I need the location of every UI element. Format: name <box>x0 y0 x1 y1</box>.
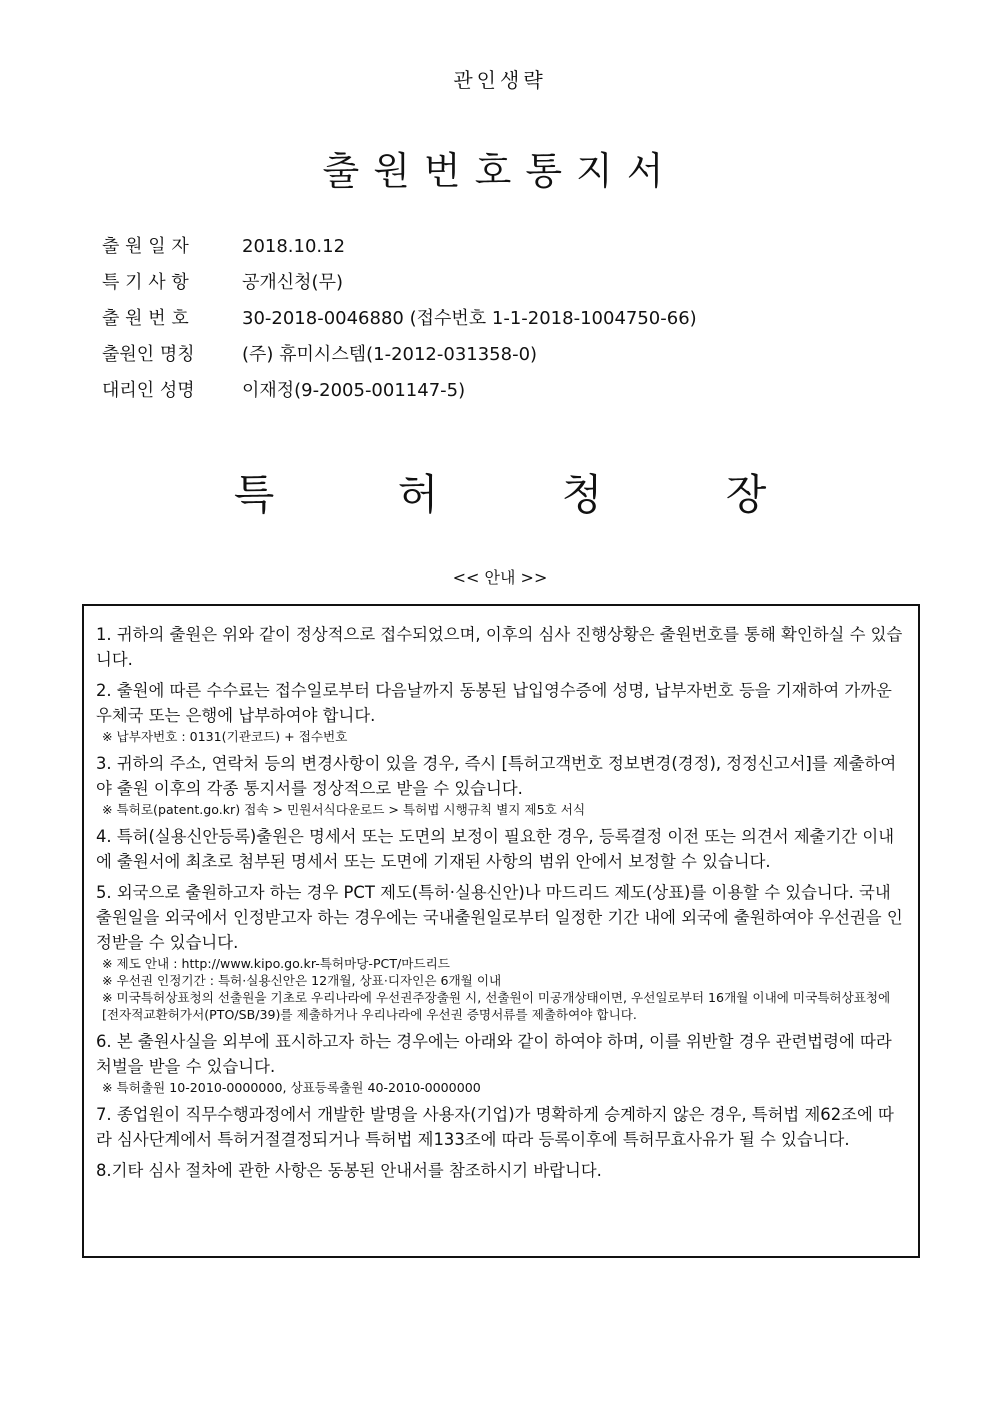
guide-item-text: 1. 귀하의 출원은 위와 같이 정상적으로 접수되었으며, 이후의 심사 진행상황은 출원번호를 통해 확인하실 수 있습니다. <box>96 625 903 669</box>
field-application-number <box>102 304 697 340</box>
field-value: 30-2018-0046880 (접수번호 1-1-2018-1004750-66) <box>242 308 697 329</box>
guide-item-text: 2. 출원에 따른 수수료는 접수일로부터 다음날까지 동봉된 납입영수증에 성명, 납부자번호 등을 기재하여 가까운 우체국 또는 은행에 납부하여야 합니다. <box>96 681 892 725</box>
field-label: 출원인 명칭 <box>102 344 195 365</box>
field-label: 특 기 사 항 <box>102 272 189 293</box>
guide-item-text: 4. 특허(실용신안등록)출원은 명세서 또는 도면의 보정이 필요한 경우, 등록결정 이전 또는 의견서 제출기간 이내에 출원서에 최초로 첨부된 명세서 또는 도면에 기재된 사항의 범위 안에서 보정할 수 있습니다. <box>96 827 895 871</box>
guide-note: ※ 납부자번호 : 0131(기관코드) + 접수번호 <box>102 729 348 744</box>
guide-note: ※ 특허로(patent.go.kr) 접속 > 민원서식다운로드 > 특허법 시행규칙 별지 제5호 서식 <box>102 802 586 817</box>
issuer-char: 특 <box>233 470 275 519</box>
field-value: (주) 휴미시스템(1-2012-031358-0) <box>242 344 538 365</box>
field-value: 이재정(9-2005-001147-5) <box>242 380 466 401</box>
field-label: 대리인 성명 <box>102 380 195 401</box>
field-value: 2018.10.12 <box>242 236 346 257</box>
guide-item-8 <box>96 1158 906 1183</box>
field-value: 공개신청(무) <box>242 272 343 293</box>
issuer-char: 장 <box>725 470 767 519</box>
field-label: 출 원 일 자 <box>102 236 189 257</box>
guide-item-text: 5. 외국으로 출원하고자 하는 경우 PCT 제도(특허·실용신안)나 마드리드 제도(상표)를 이용할 수 있습니다. 국내출원일을 외국에서 인정받고자 하는 경우에는 국내출원일로부터 일정한 기간 내에 외국에 출원하여야 우선권을 인정받을 수 있습니다. <box>96 883 903 952</box>
guide-item-text: 3. 귀하의 주소, 연락처 등의 변경사항이 있을 경우, 즉시 [특허고객번호 정보변경(경정), 정정신고서]를 제출하여야 출원 이후의 각종 통지서를 정상적으로 받을 수 있습니다. <box>96 754 897 798</box>
guide-box <box>82 604 920 1258</box>
guide-item-text: 6. 본 출원사실을 외부에 표시하고자 하는 경우에는 아래와 같이 하여야 하며, 이를 위반할 경우 관련법령에 따라 처벌을 받을 수 있습니다. <box>96 1032 892 1076</box>
guide-note: ※ 제도 안내 : http://www.kipo.go.kr-특허마당-PCT/마드리드 <box>102 956 450 971</box>
guide-note: ※ 특허출원 10-2010-0000000, 상표등록출원 40-2010-0000000 <box>102 1080 481 1095</box>
guide-heading: << 안내 >> <box>452 568 548 587</box>
guide-item-1 <box>96 622 906 672</box>
issuer-char: 허 <box>397 470 439 519</box>
guide-item-7 <box>96 1102 906 1152</box>
official-seal-omitted-note: 관인생략 <box>453 68 547 92</box>
guide-item-4 <box>96 824 906 874</box>
field-applicant-name <box>102 340 697 376</box>
guide-item-2 <box>96 678 906 745</box>
guide-item-5 <box>96 880 906 1023</box>
guide-note: ※ 미국특허상표청의 선출원을 기초로 우리나라에 우선권주장출원 시, 선출원이 미공개상태이면, 우선일로부터 16개월 이내에 미국특허상표청에 [전자적교환허가서(PTO/SB/39)를 제출하거나 우리나라에 우선권 증명서류를 제출하여야 합니다. <box>102 990 891 1022</box>
field-filing-date <box>102 232 697 268</box>
guide-item-3 <box>96 751 906 818</box>
guide-note: ※ 우선권 인정기간 : 특허·실용신안은 12개월, 상표·디자인은 6개월 이내 <box>102 973 502 988</box>
guide-item-6 <box>96 1029 906 1096</box>
field-special-notes <box>102 268 697 304</box>
issuer-commissioner <box>0 462 1000 522</box>
field-label: 출 원 번 호 <box>102 308 189 329</box>
document-title: 출원번호통지서 <box>322 149 678 193</box>
field-agent-name <box>102 376 697 412</box>
guide-item-text: 7. 종업원이 직무수행과정에서 개발한 발명을 사용자(기업)가 명확하게 승계하지 않은 경우, 특허법 제62조에 따라 심사단계에서 특허거절결정되거나 특허법 제133조에 따라 등록이후에 특허무효사유가 될 수 있습니다. <box>96 1105 894 1149</box>
application-fields <box>102 232 697 412</box>
guide-item-text: 8.기타 심사 절차에 관한 사항은 동봉된 안내서를 참조하시기 바랍니다. <box>96 1161 602 1180</box>
issuer-char: 청 <box>561 470 603 519</box>
